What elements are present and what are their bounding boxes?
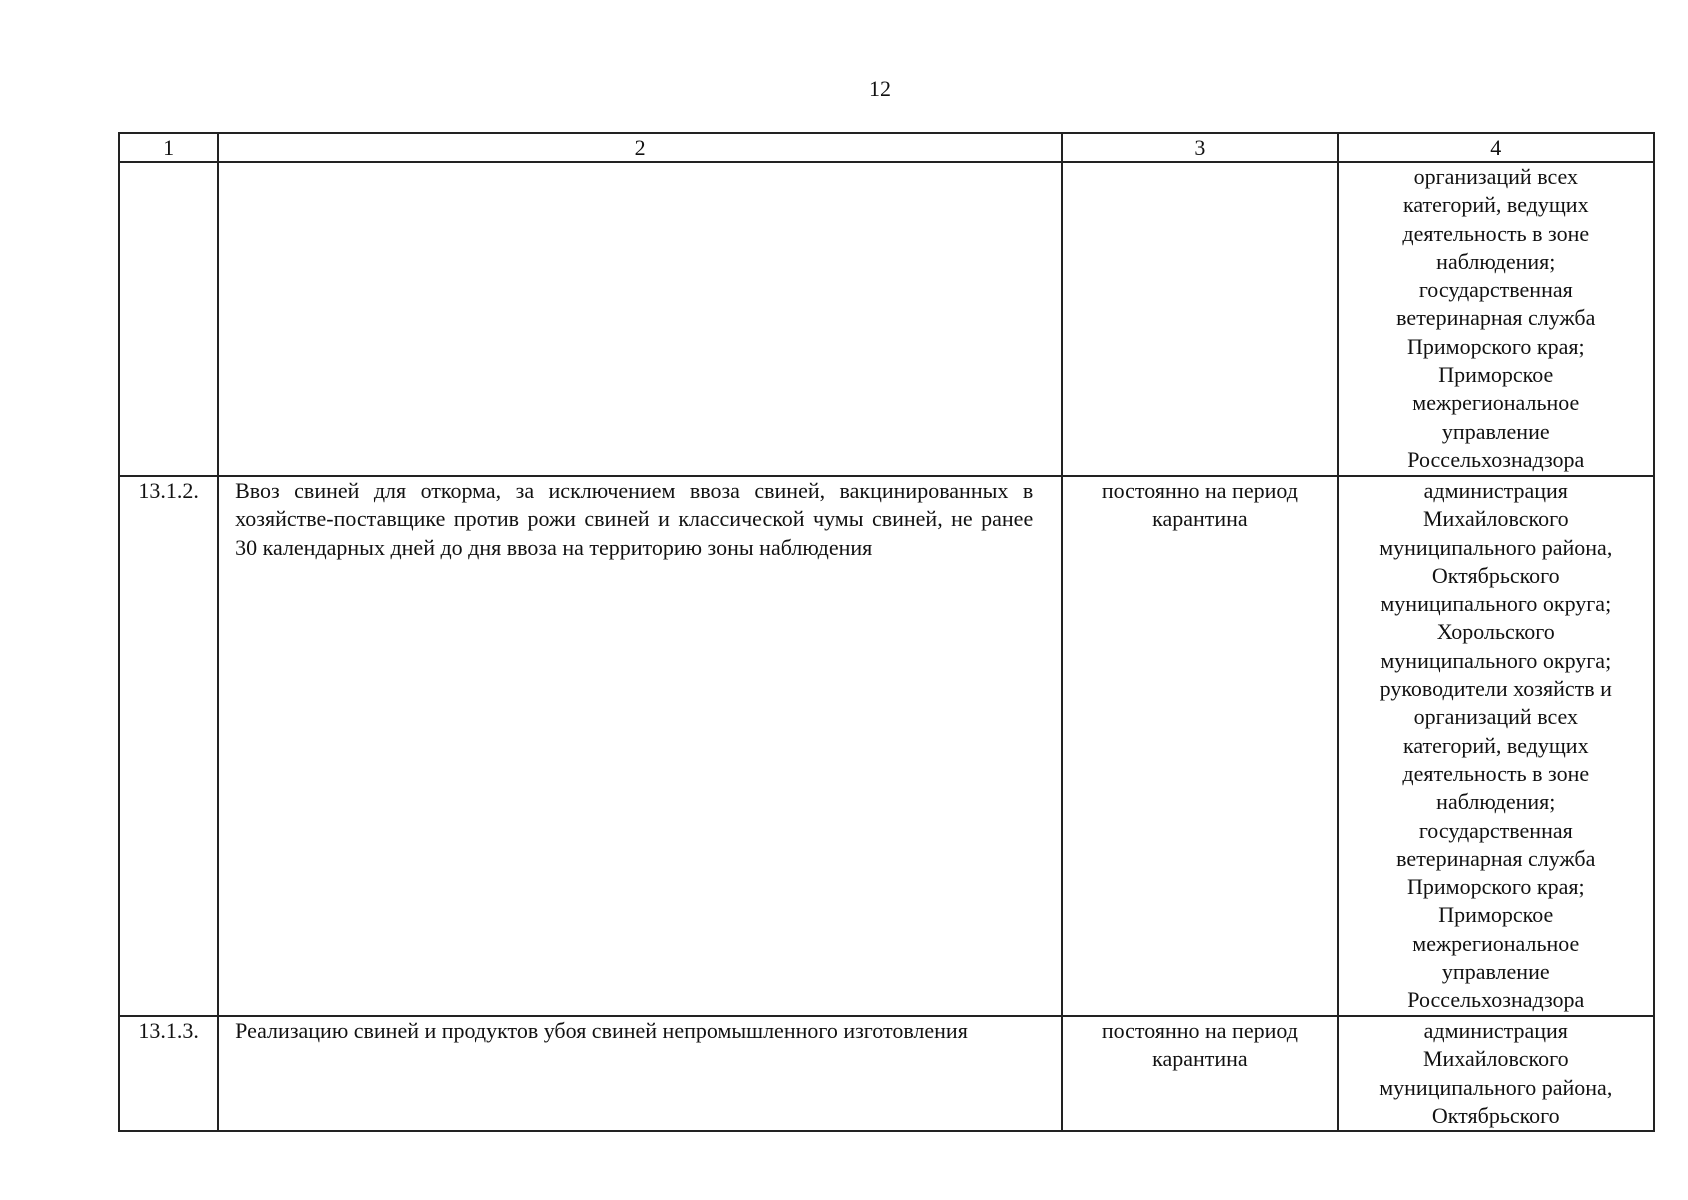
cell-line: постоянно на период [1101, 478, 1298, 503]
item-number-cell: 13.1.2. [119, 476, 218, 1016]
measure-description-cell: Реализацию свиней и продуктов убоя свиней непромышленного изготовления [218, 1016, 1062, 1131]
header-cell-col-4: 4 [1338, 133, 1654, 162]
cell-line: муниципального района, [1379, 534, 1613, 560]
cell-line: межрегиональное [1412, 390, 1580, 416]
cell-line: Приморское [1438, 902, 1554, 928]
period-cell [1062, 1016, 1337, 1131]
responsible-cell [1338, 162, 1654, 476]
cell-line: постоянно на период [1101, 1018, 1298, 1043]
cell-line: наблюдения; [1436, 789, 1556, 815]
cell-line: категорий, ведущих [1402, 732, 1589, 758]
cell-line: Приморского края; [1406, 874, 1585, 900]
cell-line: муниципального округа; [1380, 591, 1612, 617]
cell-line: администрация [1423, 478, 1568, 503]
header-cell-col-2: 2 [218, 133, 1062, 162]
cell-line: межрегиональное [1412, 930, 1580, 956]
cell-line: карантина [1152, 1046, 1248, 1072]
cell-line: муниципального округа; [1380, 647, 1612, 673]
cell-line: ветеринарная служба [1396, 845, 1596, 871]
cell-line: Приморского края; [1406, 333, 1585, 359]
responsible-cell [1338, 476, 1654, 1016]
cell-line: Хорольского [1436, 619, 1555, 645]
measures-table [118, 132, 1655, 1132]
cell-line: Приморское [1438, 362, 1554, 388]
measure-description-cell: Ввоз свиней для откорма, за исключением ввоза свиней, вакцинированных в хозяйстве-поставщике против рожи свиней и классической чумы свиней, не ранее 30 календарных дней до дня ввоза на территорию зоны наблюдения [218, 476, 1062, 1016]
cell-line: организаций всех [1413, 164, 1578, 189]
cell-line: Михайловского [1422, 506, 1569, 532]
cell-line: деятельность в зоне [1402, 760, 1590, 786]
cell-line: карантина [1152, 506, 1248, 532]
cell-line: управление [1441, 959, 1550, 985]
cell-line: наблюдения; [1436, 248, 1556, 274]
cell-line: управление [1441, 418, 1550, 444]
page-number: 12 [869, 76, 891, 101]
header-cell-col-1: 1 [119, 133, 218, 162]
cell-line: категорий, ведущих [1402, 192, 1589, 218]
responsible-cell [1338, 1016, 1654, 1131]
table-header-row [119, 133, 1654, 162]
cell-line: организаций всех [1413, 704, 1578, 730]
cell-line: Октябрьского [1431, 1102, 1560, 1128]
cell-line: деятельность в зоне [1402, 220, 1590, 246]
table-row [119, 162, 1654, 476]
cell-line: муниципального района, [1379, 1074, 1613, 1100]
measure-description-cell [218, 162, 1062, 476]
item-number-cell: 13.1.3. [119, 1016, 218, 1131]
period-cell [1062, 476, 1337, 1016]
cell-line: Михайловского [1422, 1046, 1569, 1072]
cell-line: государственная [1418, 817, 1573, 843]
cell-line: руководители хозяйств и [1379, 676, 1612, 702]
header-cell-col-3: 3 [1062, 133, 1337, 162]
cell-line: администрация [1423, 1018, 1568, 1043]
cell-line: государственная [1418, 277, 1573, 303]
cell-line: ветеринарная служба [1396, 305, 1596, 331]
cell-line: Россельхознадзора [1407, 987, 1585, 1013]
item-number-cell [119, 162, 218, 476]
cell-line: Россельхознадзора [1407, 446, 1585, 472]
cell-line: Октябрьского [1431, 562, 1560, 588]
period-cell [1062, 162, 1337, 476]
table-row [119, 1016, 1654, 1131]
table-row [119, 476, 1654, 1016]
